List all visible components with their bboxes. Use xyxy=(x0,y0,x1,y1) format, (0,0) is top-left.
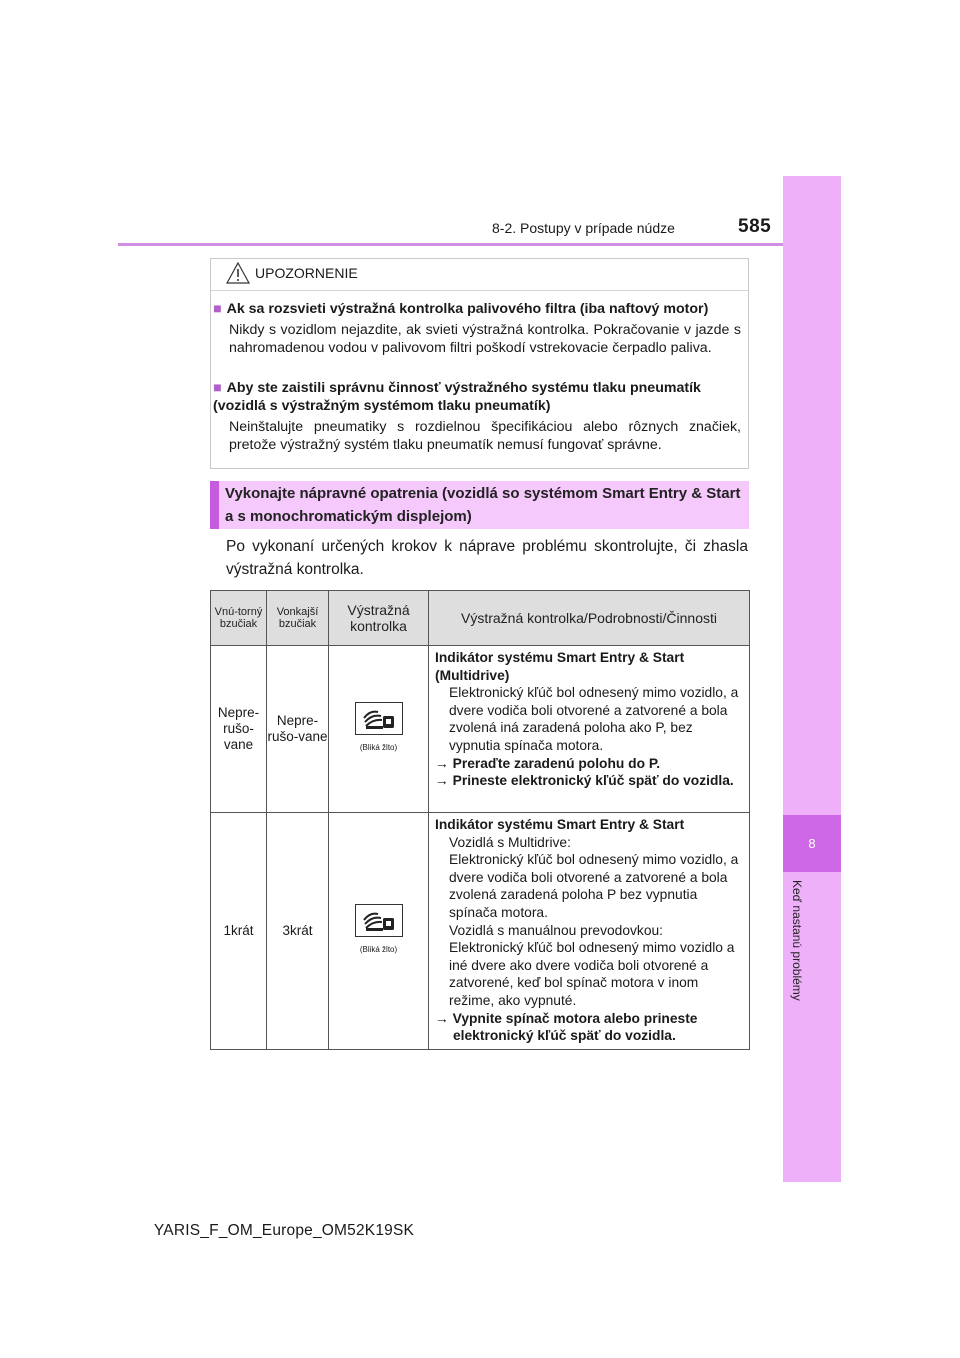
section-title: 8-2. Postupy v prípade núdze xyxy=(492,220,675,236)
internal-buzzer-cell: Nepre-rušo-vane xyxy=(211,646,267,813)
details-line: Vozidlá s Multidrive: xyxy=(449,834,571,850)
warning-item-body: Neinštalujte pneumatiky s rozdielnou špecifikáciou alebo rôznych značiek, pretože výstražný systém tlaku pneumatík nemusí fungovať správne. xyxy=(229,419,741,453)
details-title: Indikátor systému Smart Entry & Start (Multidrive) xyxy=(435,650,685,683)
section-heading-accent-bar xyxy=(210,481,219,529)
smart-key-warning-icon xyxy=(355,702,403,735)
square-bullet-icon: ■ xyxy=(213,380,222,396)
col-header-internal-buzzer: Vnú-torný bzučiak xyxy=(211,591,267,646)
action-item: → Prineste elektronický kľúč späť do vozidla. xyxy=(435,773,734,789)
details-cell xyxy=(429,646,750,813)
warning-light-caption: (Bliká žlto) xyxy=(359,743,398,752)
action-item: → Preraďte zaradenú polohu do P. xyxy=(435,755,661,771)
external-buzzer-cell: Nepre-rušo-vane xyxy=(267,646,329,813)
col-header-external-buzzer: Vonkajší bzučiak xyxy=(267,591,329,646)
details-cell xyxy=(429,813,750,1050)
chapter-number: 8 xyxy=(783,815,841,872)
footer-document-code: YARIS_F_OM_Europe_OM52K19SK xyxy=(153,1222,415,1239)
action-item: → Vypnite spínač motora alebo prineste elektronický kľúč späť do vozidla. xyxy=(435,1010,698,1044)
warning-lights-table xyxy=(210,590,750,1050)
warning-title: UPOZORNENIE xyxy=(255,265,358,281)
chapter-side-tab xyxy=(783,176,841,1182)
warning-light-caption: (Bliká žlto) xyxy=(359,945,398,954)
warning-item-body: Nikdy s vozidlom nejazdite, ak svieti výstražná kontrolka. Pokračovanie v jazde s nahromadenou vodou v palivovom filtri poškodí vstrekovacie čerpadlo paliva. xyxy=(229,322,741,356)
table-header-row xyxy=(211,591,750,646)
details-line: Elektronický kľúč bol odnesený mimo vozidlo a iné dvere ako dvere vodiča boli otvorené a zatvorené, keď bol spínač motora v inom režime, ako vypnuté. xyxy=(449,940,735,1008)
warning-triangle-icon xyxy=(226,262,250,284)
table-row xyxy=(211,813,750,1050)
warning-item-heading: ■ Aby ste zaistili správnu činnosť výstražného systému tlaku pneumatík (vozidlá s výstražným systémom tlaku pneumatík) xyxy=(213,380,701,414)
details-line: Vozidlá s manuálnou prevodovkou: xyxy=(449,922,663,938)
internal-buzzer-cell: 1krát xyxy=(211,813,267,1050)
col-header-details: Výstražná kontrolka/Podrobnosti/Činnosti xyxy=(429,591,750,646)
table-row xyxy=(211,646,750,813)
col-header-warning-light: Výstražná kontrolka xyxy=(329,591,429,646)
warning-item-heading: ■ Ak sa rozsvieti výstražná kontrolka palivového filtra (iba naftový motor) xyxy=(213,301,709,317)
external-buzzer-cell: 3krát xyxy=(267,813,329,1050)
smart-key-warning-icon xyxy=(355,904,403,937)
warning-light-cell xyxy=(329,813,429,1050)
details-line: Elektronický kľúč bol odnesený mimo vozidlo, a dvere vodiča boli otvorené a zatvorené a bola zvolená zaradená poloha P bez vypnutia spínača motora. xyxy=(449,852,739,920)
page-number: 585 xyxy=(738,216,772,237)
details-line: Elektronický kľúč bol odnesený mimo vozidlo, a dvere vodiča boli otvorené a zatvorené a bola zvolená iná zaradená poloha ako P, bez vypnutia spínača motora. xyxy=(449,685,739,753)
square-bullet-icon: ■ xyxy=(213,301,222,317)
warning-divider xyxy=(211,290,748,291)
section-heading: Vykonajte nápravné opatrenia (vozidlá so systémom Smart Entry & Start a s monochromatickým displejom) xyxy=(225,485,741,525)
intro-paragraph: Po vykonaní určených krokov k náprave problému skontrolujte, či zhasla výstražná kontrolka. xyxy=(226,538,748,578)
header-rule xyxy=(118,243,783,246)
warning-light-cell xyxy=(329,646,429,813)
chapter-title: Keď nastanú problémy xyxy=(790,880,804,1001)
details-title: Indikátor systému Smart Entry & Start xyxy=(435,817,685,832)
